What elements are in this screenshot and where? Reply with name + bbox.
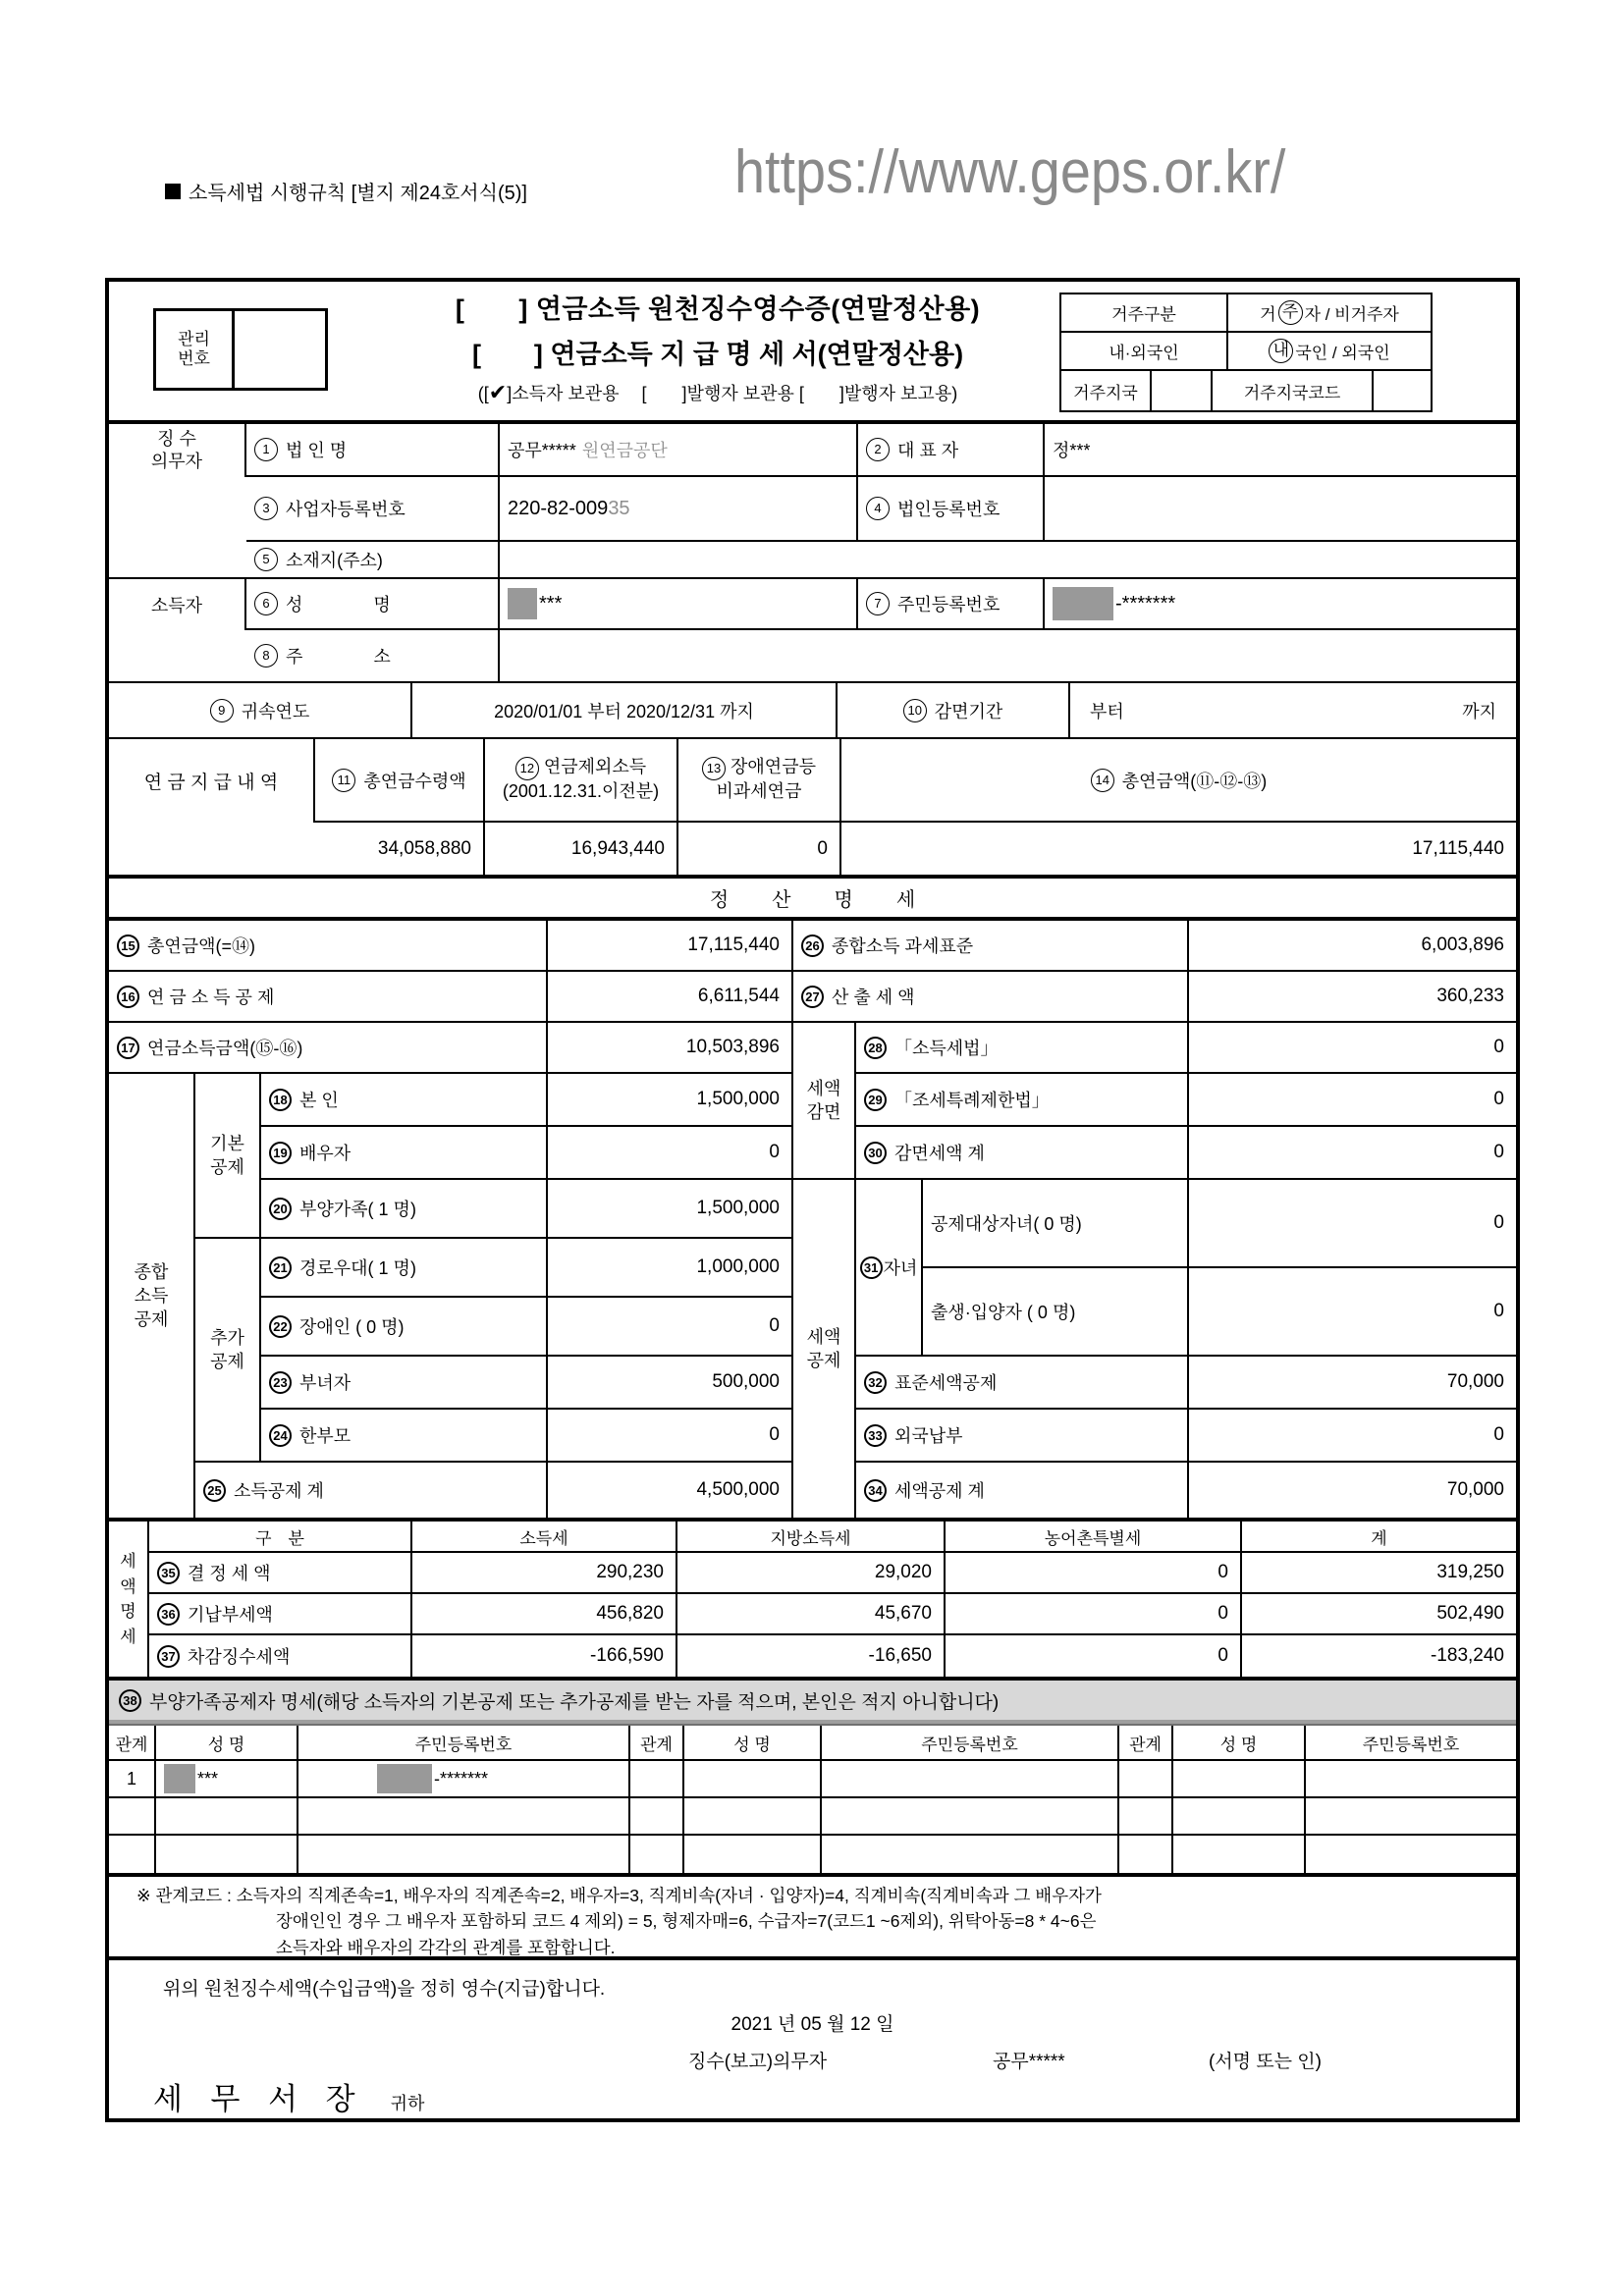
settlement-table — [109, 921, 1516, 1522]
residence-country-label: 거주지국 — [1061, 371, 1152, 410]
prepaid-tax-rural: 0 — [946, 1594, 1242, 1635]
note-line-1: ※ 관계코드 : 소득자의 직계존속=1, 배우자의 직계존속=2, 배우자=3, 직계비속(자녀 · 입양자)=4, 직계비속(직계비속과 그 배우자가 — [136, 1886, 1102, 1905]
self-deduction-value: 1,500,000 — [548, 1074, 793, 1127]
disabled-deduction-value: 0 — [548, 1298, 793, 1357]
corp-name-value: 공무***** 원연금공단 — [500, 424, 858, 477]
pension-deduction-value: 6,611,544 — [548, 972, 793, 1023]
nationality-value: 내 국인 / 외국인 — [1228, 333, 1431, 371]
determined-tax-local: 29,020 — [677, 1553, 946, 1594]
dep-col-name-1: 성 명 — [156, 1726, 298, 1761]
attribution-year-value: 2020/01/01 부터 2020/12/31 까지 — [412, 683, 838, 737]
redaction-box — [1053, 587, 1113, 620]
tax-exemption-group-label: 세액감면 — [793, 1023, 856, 1180]
residency-type-value: 거 주 자 / 비거주자 — [1228, 294, 1431, 333]
dep-col-rrn-2: 주민등록번호 — [822, 1726, 1119, 1761]
withholder-address-value — [500, 542, 1516, 579]
dep-row1-rrn: -******* — [298, 1761, 630, 1798]
total-pension-label: 15 총연금액(=⑭) — [109, 921, 548, 972]
earner-address-value — [500, 630, 1516, 681]
earner-name-value: *** — [500, 579, 858, 630]
balance-tax-income: -166,590 — [412, 1635, 677, 1677]
tax-credit-group-label: 세액공제 — [793, 1180, 856, 1518]
dep-col-rel-1: 관계 — [109, 1726, 156, 1761]
calculated-tax-value: 360,233 — [1189, 972, 1516, 1023]
senior-deduction-label: 21 경로우대( 1 명) — [261, 1239, 548, 1298]
signature-section — [109, 1960, 1516, 2118]
special-tax-law-label: 29 「조세특례제한법」 — [856, 1074, 1189, 1127]
pension-income-amount-value: 10,503,896 — [548, 1023, 793, 1074]
management-number-label: 관리 번호 — [156, 311, 235, 388]
pension-payment-table — [109, 739, 1516, 879]
watermark-fragment: 원연금공단 — [581, 441, 668, 460]
earner-group-label: 소득자 — [109, 579, 246, 630]
tax-detail-side-label: 세액명세 — [109, 1522, 149, 1677]
disabled-deduction-label: 22 장애인 ( 0 명) — [261, 1298, 548, 1357]
self-deduction-label: 18 본 인 — [261, 1074, 548, 1127]
watermark-fragment: 35 — [608, 497, 630, 519]
single-parent-deduction-label: 24 한부모 — [261, 1410, 548, 1463]
corp-name-label: 1 법 인 명 — [246, 424, 500, 477]
child-count-label: 공제대상자녀( 0 명) — [923, 1180, 1189, 1268]
income-tax-law-value: 0 — [1189, 1023, 1516, 1074]
doc-title-2: [ ] 연금소득 지 급 명 세 서(연말정산용) — [471, 340, 964, 369]
residence-country-value — [1152, 371, 1213, 410]
withholder-address-label: 5 소재지(주소) — [246, 542, 500, 579]
income-tax-law-label: 28 「소득세법」 — [856, 1023, 1189, 1074]
pension-income-amount-label: 17 연금소득금액(⑮-⑯) — [109, 1023, 548, 1074]
note-line-3: 소득자와 배우자의 각각의 관계를 포함합니다. — [276, 1937, 616, 1957]
dep-col-rel-3: 관계 — [1119, 1726, 1173, 1761]
total-pension-received-value: 34,058,880 — [315, 823, 485, 875]
total-pension-amount-label: 14 총연금액(⑪-⑫-⑬) — [841, 739, 1516, 823]
dependents-table — [109, 1726, 1516, 1877]
balance-tax-rural: 0 — [946, 1635, 1242, 1677]
dep-row1-rel: 1 — [109, 1761, 156, 1798]
foreign-tax-credit-label: 33 외국납부 — [856, 1410, 1189, 1463]
square-bullet-icon — [165, 184, 181, 199]
parties-table — [109, 424, 1516, 683]
dep-col-name-2: 성 명 — [684, 1726, 822, 1761]
dep-col-rrn-1: 주민등록번호 — [298, 1726, 630, 1761]
circle-mark: 주 — [1278, 300, 1303, 325]
exemption-total-value: 0 — [1189, 1127, 1516, 1180]
settlement-title: 정산명세 — [709, 889, 959, 911]
pension-payment-group-label: 연 금 지 급 내 역 — [109, 739, 315, 823]
tax-col-rural-tax: 농어촌특별세 — [946, 1522, 1242, 1553]
signature-note: (서명 또는 인) — [1209, 2052, 1322, 2072]
excluded-pension-value: 16,943,440 — [485, 823, 678, 875]
form-header — [109, 282, 1516, 424]
relation-code-note — [109, 1877, 1516, 1960]
obligor-value: 공무***** — [993, 2052, 1065, 2072]
credit-total-label: 34 세액공제 계 — [856, 1463, 1189, 1518]
dep-col-rel-2: 관계 — [630, 1726, 684, 1761]
dependents-deduction-label: 20 부양가족( 1 명) — [261, 1180, 548, 1239]
tax-base-label: 26 종합소득 과세표준 — [793, 921, 1189, 972]
representative-label: 2 대 표 자 — [858, 424, 1045, 477]
tax-col-total: 계 — [1242, 1522, 1516, 1553]
dep-col-rrn-3: 주민등록번호 — [1306, 1726, 1516, 1761]
prepaid-tax-label: 36 기납부세액 — [149, 1594, 412, 1635]
total-pension-amount-value: 17,115,440 — [1412, 837, 1504, 859]
determined-tax-label: 35 결 정 세 액 — [149, 1553, 412, 1594]
reduction-period-value: 부터 까지 — [1090, 701, 1496, 721]
total-pension-value: 17,115,440 — [548, 921, 793, 972]
copy-usage-line: ([✔]소득자 보관용 [ ]발행자 보관용 [ ]발행자 보고용) — [477, 380, 958, 404]
spouse-deduction-label: 19 배우자 — [261, 1127, 548, 1180]
tax-col-local-tax: 지방소득세 — [677, 1522, 946, 1553]
extra-deduction-group-label: 추가공제 — [195, 1239, 261, 1463]
pension-deduction-label: 16 연 금 소 득 공 제 — [109, 972, 548, 1023]
form-reference — [165, 177, 527, 205]
dependents-deduction-value: 1,500,000 — [548, 1180, 793, 1239]
redaction-box — [164, 1764, 195, 1793]
birth-adoption-label: 출생·입양자 ( 0 명) — [923, 1268, 1189, 1357]
earner-rrn-value: -******* — [1045, 579, 1516, 630]
foreign-tax-credit-value: 0 — [1189, 1410, 1516, 1463]
deduction-total-label: 25 소득공제 계 — [195, 1463, 548, 1518]
residence-country-code-value — [1374, 371, 1431, 410]
earner-address-label: 8 주 소 — [246, 630, 500, 681]
credit-total-value: 70,000 — [1446, 1479, 1504, 1500]
earner-rrn-label: 7 주민등록번호 — [858, 579, 1045, 630]
doc-title-1: [ ] 연금소득 원천징수영수증(연말정산용) — [455, 294, 981, 324]
balance-tax-local: -16,650 — [677, 1635, 946, 1677]
tax-col-income-tax: 소득세 — [412, 1522, 677, 1553]
period-row — [109, 683, 1516, 739]
date-line: 2021 년 05 월 12 일 — [730, 2014, 894, 2035]
earner-name-label: 6 성 명 — [246, 579, 500, 630]
disability-pension-label: 13 장애연금등 비과세연금 — [678, 739, 841, 823]
representative-value: 정*** — [1045, 424, 1516, 477]
residence-country-code-label: 거주지국코드 — [1213, 371, 1374, 410]
child-count-value: 0 — [1189, 1180, 1516, 1268]
disability-pension-value: 0 — [678, 823, 841, 875]
basic-deduction-group-label: 기본공제 — [195, 1074, 261, 1239]
tax-detail-table — [109, 1522, 1516, 1681]
reduction-period-label: 10 감면기간 — [838, 683, 1070, 737]
form-reference-text: 소득세법 시행규칙 [별지 제24호서식(5)] — [189, 183, 527, 204]
tax-office-recipient: 세 무 서 장 — [153, 2082, 365, 2116]
form-body — [105, 278, 1520, 2122]
dep-col-name-3: 성 명 — [1173, 1726, 1306, 1761]
child-credit-label: 31 자녀 — [856, 1180, 923, 1357]
check-icon: ✔ — [488, 380, 508, 404]
attribution-year-label: 9 귀속연도 — [109, 683, 412, 737]
title-block — [276, 288, 1160, 405]
special-tax-law-value: 0 — [1189, 1074, 1516, 1127]
watermark-url: https://www.geps.or.kr/ — [734, 138, 1286, 206]
tax-office-recipient-suffix: 귀하 — [390, 2094, 425, 2113]
senior-deduction-value: 1,000,000 — [548, 1239, 793, 1298]
redaction-box — [377, 1764, 432, 1793]
withholder-group-label: 징 수 의무자 — [109, 424, 246, 477]
excluded-pension-label: 12 연금제외소득 (2001.12.31.이전분) — [485, 739, 678, 823]
birth-adoption-value: 0 — [1189, 1268, 1516, 1357]
exemption-total-label: 30 감면세액 계 — [856, 1127, 1189, 1180]
standard-credit-value: 70,000 — [1189, 1357, 1516, 1410]
biz-reg-no-value: 220-82-009 35 — [500, 477, 858, 542]
corp-reg-no-label: 4 법인등록번호 — [858, 477, 1045, 542]
dependents-section-title: 38 부양가족공제자 명세(해당 소득자의 기본공제 또는 추가공제를 받는 자를 적으며, 본인은 적지 아니합니다) — [109, 1681, 1516, 1720]
residency-box — [1059, 293, 1433, 412]
tax-base-value: 6,003,896 — [1189, 921, 1516, 972]
receipt-statement: 위의 원천징수세액(수입금액)을 정히 영수(지급)합니다. — [163, 1979, 606, 2000]
determined-tax-total: 319,250 — [1242, 1553, 1516, 1594]
balance-tax-label: 37 차감징수세액 — [149, 1635, 412, 1677]
redaction-box — [508, 588, 537, 619]
balance-tax-total: -183,240 — [1430, 1645, 1504, 1666]
deduction-total-value: 4,500,000 — [548, 1463, 793, 1518]
prepaid-tax-income: 456,820 — [412, 1594, 677, 1635]
residency-type-label: 거주구분 — [1061, 294, 1228, 333]
determined-tax-income: 290,230 — [412, 1553, 677, 1594]
total-pension-received-label: 11 총연금수령액 — [315, 739, 485, 823]
spouse-deduction-value: 0 — [548, 1127, 793, 1180]
obligor-label: 징수(보고)의무자 — [688, 2052, 828, 2072]
corp-reg-no-value — [1045, 477, 1516, 542]
circle-mark: 내 — [1269, 339, 1293, 363]
biz-reg-no-label: 3 사업자등록번호 — [246, 477, 500, 542]
determined-tax-rural: 0 — [946, 1553, 1242, 1594]
single-parent-deduction-value: 0 — [548, 1410, 793, 1463]
woman-deduction-value: 500,000 — [548, 1357, 793, 1410]
dep-row1-name: *** — [156, 1761, 298, 1798]
calculated-tax-label: 27 산 출 세 액 — [793, 972, 1189, 1023]
note-line-2: 장애인인 경우 그 배우자 포함하되 코드 4 제외) = 5, 형제자매=6, 수급자=7(코드1 ~6제외), 위탁아동=8 * 4~6은 — [276, 1911, 1097, 1932]
nationality-label: 내·외국인 — [1061, 333, 1228, 371]
standard-credit-label: 32 표준세액공제 — [856, 1357, 1189, 1410]
woman-deduction-label: 23 부녀자 — [261, 1357, 548, 1410]
tax-col-category: 구 분 — [149, 1522, 412, 1553]
income-deduction-group-label: 종합소득공제 — [109, 1074, 195, 1518]
prepaid-tax-local: 45,670 — [677, 1594, 946, 1635]
prepaid-tax-total: 502,490 — [1242, 1594, 1516, 1635]
